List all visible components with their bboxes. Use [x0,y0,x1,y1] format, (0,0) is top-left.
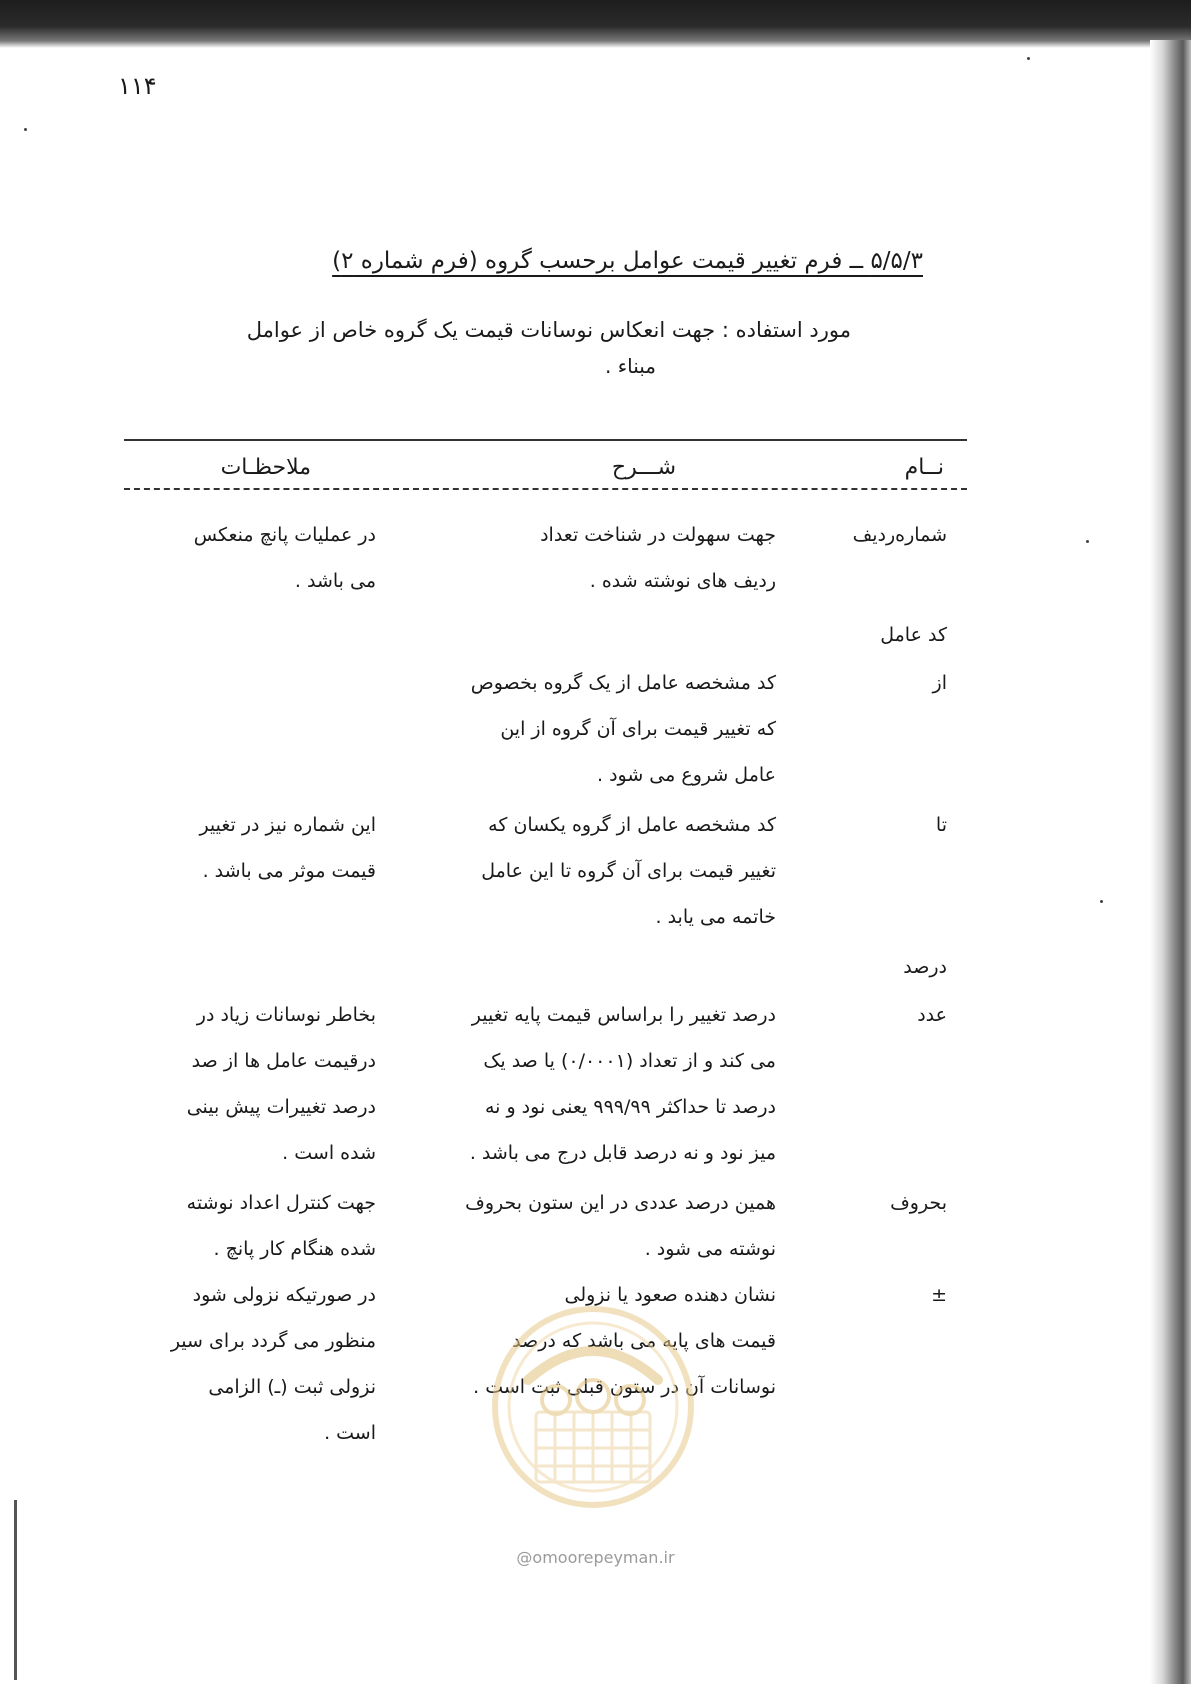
row-description: تغییر قیمت برای آن گروه تا این عامل [481,860,776,882]
row-notes: بخاطر نوسانات زیاد در [196,1004,376,1026]
row-notes: در صورتیکه نزولی شود [192,1284,376,1306]
row-notes: در عملیات پانچ منعکس [193,524,376,546]
row-description: همین درصد عددی در این ستون بحروف [465,1192,776,1214]
omoore-peyman-seal-icon [488,1302,698,1512]
row-name: تا [935,814,947,836]
scan-right-border [1150,40,1191,1684]
row-description: میز نود و نه درصد قابل درج می باشد . [469,1142,776,1164]
row-name: شماره‌ردیف [852,524,947,546]
row-description: می کند و از تعداد (۰/۰۰۰۱) یا صد یک [483,1050,776,1072]
row-description: کد مشخصه عامل از گروه یکسان که [488,814,776,836]
section-title: ۵/۵/۳ ــ فرم تغییر قیمت عوامل برحسب گروه (فرم شماره ۲) [332,248,923,274]
row-name: عدد [917,1004,947,1026]
row-description: خاتمه می یابد . [655,906,776,928]
row-name: بحروف [890,1192,947,1214]
row-notes: نزولی ثبت (ـ) الزامی [208,1376,376,1398]
row-notes: درقیمت عامل ها از صد [191,1050,376,1072]
scan-speck [1027,57,1030,60]
row-description: نوشته می شود . [644,1238,776,1260]
row-name: ± [931,1284,947,1306]
row-description: عامل شروع می شود . [596,764,776,786]
row-notes: است . [324,1422,376,1444]
scan-speck [24,128,27,131]
row-notes: جهت کنترل اعداد نوشته [186,1192,376,1214]
row-description: درصد تا حداکثر ۹۹۹/۹۹ یعنی نود و نه [484,1096,776,1118]
watermark-handle: @omoorepeyman.ir [516,1548,675,1567]
row-notes: شده است . [282,1142,376,1164]
row-name: درصد [903,956,947,978]
header-notes: ملاحظـات [220,455,311,480]
page-number: ۱۱۴ [118,72,157,100]
row-notes: می باشد . [294,570,376,592]
row-notes: منظور می گردد برای سیر [170,1330,376,1352]
row-name: کد عامل [880,624,947,646]
row-name: از [932,672,947,694]
row-description: که تغییر قیمت برای آن گروه از این [500,718,776,740]
row-description: ردیف های نوشته شده . [589,570,776,592]
table-header-rule [124,488,967,490]
usage-line-1: مورد استفاده : جهت انعکاس نوسانات قیمت یک گروه خاص از عوامل [246,318,851,342]
row-description: قیمت های پایه می باشد که درصد [512,1330,776,1352]
scan-speck [1086,540,1089,543]
scan-top-border [0,0,1191,48]
table-top-rule [124,439,967,441]
row-notes: شده هنگام کار پانچ . [213,1238,376,1260]
row-notes: این شماره نیز در تغییر [199,814,376,836]
row-description: نوسانات آن در ستون قبلی ثبت است . [473,1376,776,1398]
row-description: کد مشخصه عامل از یک گروه بخصوص [470,672,776,694]
row-description: درصد تغییر را براساس قیمت پایه تغییر [471,1004,776,1026]
row-notes: قیمت موثر می باشد . [202,860,376,882]
row-description: جهت سهولت در شناخت تعداد [540,524,776,546]
row-notes: درصد تغییرات پیش بینی [186,1096,376,1118]
scan-speck [1100,900,1103,903]
header-name: نــام [904,455,944,480]
header-description: شـــرح [611,455,676,480]
usage-line-2: مبناء . [605,354,656,378]
row-description: نشان دهنده صعود یا نزولی [564,1284,776,1306]
scan-left-mark [14,1500,17,1680]
